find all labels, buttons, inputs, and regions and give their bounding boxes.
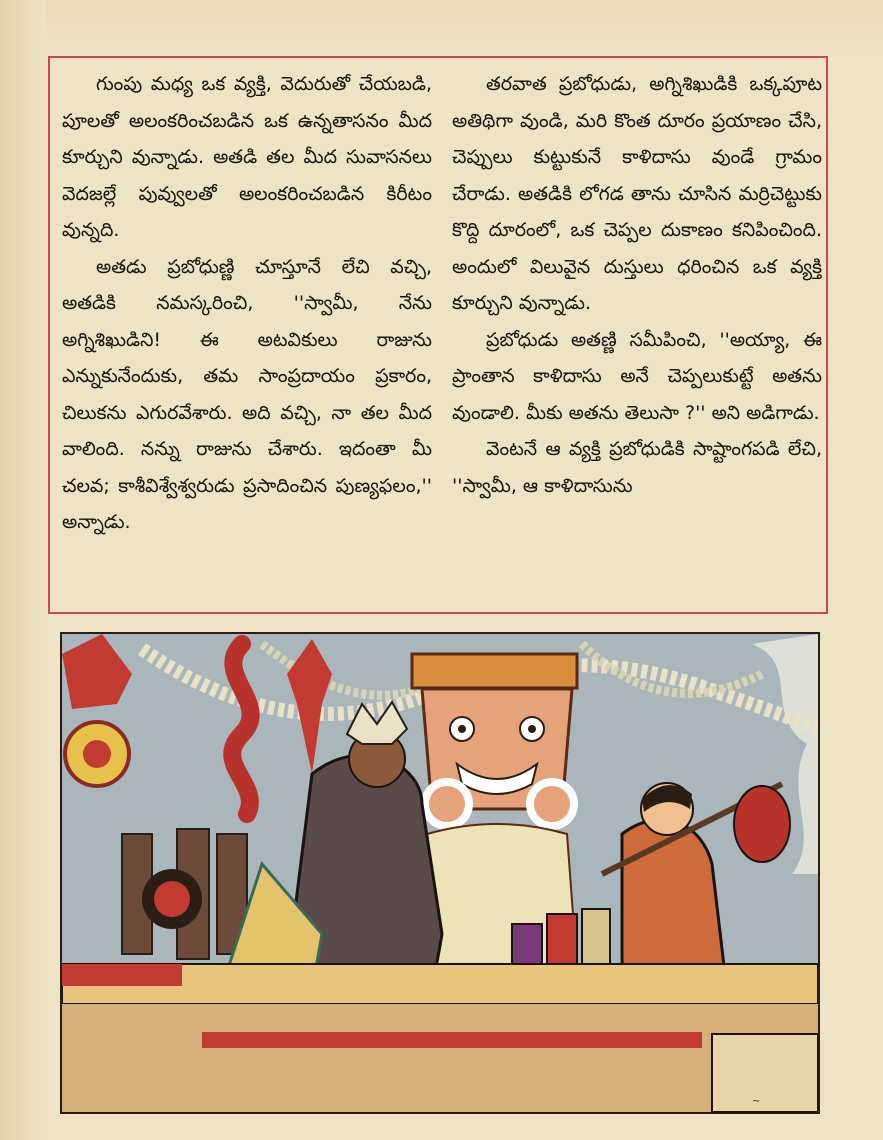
paragraph: ప్రబోధుడు అతణ్ణి సమీపించి, ''అయ్యా, ఈ ప్రాంతాన కాళిదాసు అనే చెప్పలుకుట్టే అతను వుండాలి. మీకు అతను తెలుసా ?'' అని అడిగాడు.: [452, 328, 822, 424]
paragraph: గుంపు మధ్య ఒక వ్యక్తి, వెదురుతో చేయబడి, పూలతో అలంకరించబడిన ఒక ఉన్నతాసనం మీద కూర్చుని వున్నాడు. అతడి తల మీద సువాసనలు వెదజల్లే పువ్వులతో అలంకరించబడిన కిరీటం వున్నది.: [62, 73, 432, 241]
paragraph: అతడు ప్రబోధుణ్ణి చూస్తూనే లేచి వచ్చి, అతడికి నమస్కరించి, ''స్వామీ, నేను అగ్నిశిఖుడిని! ఈ అటవికులు రాజును ఎన్నుకునేందుకు, తమ సాంప్రదాయం ప్రకారం, చిలుకను ఎగురవేశారు. అది వచ్చి, నా తల మీద వాలింది. నన్ను రాజును చేశారు. ఇదంతా మీ చలవ; కాశీవిశ్వేశ్వరుడు ప్రసాదించిన పుణ్యఫలం,'' అన్నాడు.: [62, 255, 432, 533]
left-column: [62, 66, 432, 541]
story-text-frame: [48, 56, 828, 614]
paragraph: తరవాత ప్రబోధుడు, అగ్నిశిఖుడికి ఒక్కపూట అతిథిగా వుండి, మరి కొంత దూరం ప్రయాణం చేసి, చెప్పులు కుట్టుకునే కాళిదాసు వుండే గ్రామం చేరాడు. అతడికి లోగడ తాను చూసిన మర్రిచెట్టుకు కొద్ది దూరంలో, ఒక చెప్పల దుకాణం కనిపించింది. అందులో విలువైన దుస్తులు ధరించిన ఒక వ్యక్తి కూర్చుని వున్నాడు.: [452, 73, 822, 314]
paper-edge: [0, 0, 46, 1140]
right-column: [452, 66, 822, 504]
paper-edge: [0, 0, 883, 52]
paragraph: వెంటనే ఆ వ్యక్తి ప్రబోధుడికి సాష్టాంగపడి లేచి, ''స్వామీ, ఆ కాళిదాసును: [452, 438, 822, 497]
svg-text:~: ~: [752, 1096, 761, 1107]
story-illustration: [60, 632, 820, 1114]
